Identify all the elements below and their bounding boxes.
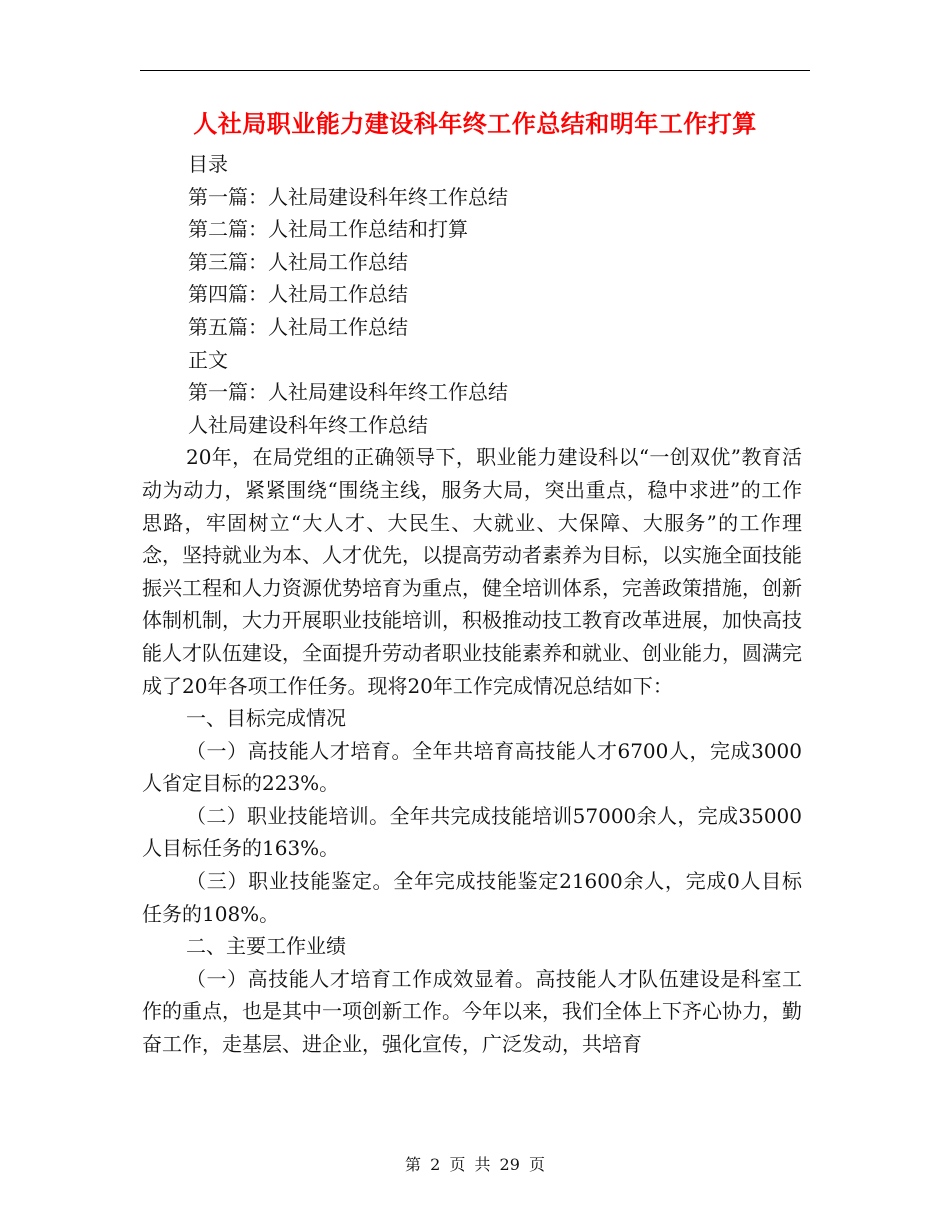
- paragraph-item: （一）高技能人才培育。全年共培育高技能人才6700人，完成3000人省定目标的223%。: [142, 738, 802, 796]
- toc-item: 第五篇：人社局工作总结: [188, 314, 408, 339]
- toc-item: 第二篇：人社局工作总结和打算: [188, 217, 468, 242]
- chapter-title: 第一篇：人社局建设科年终工作总结: [188, 380, 508, 405]
- paragraph-intro: 20年，在局党组的正确领导下，职业能力建设科以“一创双优”教育活动为动力，紧紧围绕“围绕主线，服务大局，突出重点，稳中求进”的工作思路，牢固树立“大人才、大民生、大就业、大保障、大服务”的工作理念，坚持就业为本、人才优先，以提高劳动者素养为目标，以实施全面技能振兴工程和人力资源优势培育为重点，健全培训体系，完善政策措施，创新体制机制，大力开展职业技能培训，积极推动技工教育改革进展，加快高技能人才队伍建设，全面提升劳动者职业技能素养和就业、创业能力，圆满完成了20年各项工作任务。现将20年工作完成情况总结如下：: [142, 445, 802, 698]
- paragraph-item: （二）职业技能培训。全年共完成技能培训57000余人，完成35000人目标任务的163%。: [142, 803, 802, 861]
- chapter-subtitle: 人社局建设科年终工作总结: [188, 412, 428, 437]
- toc-item: 第四篇：人社局工作总结: [188, 282, 408, 307]
- document-title: 人社局职业能力建设科年终工作总结和明年工作打算: [193, 110, 757, 138]
- paragraph-item: （一）高技能人才培育工作成效显着。高技能人才队伍建设是科室工作的重点，也是其中一项创新工作。今年以来，我们全体上下齐心协力，勤奋工作，走基层、进企业，强化宣传，广泛发动，共培育: [142, 966, 802, 1057]
- page-number: 第 2 页 共 29 页: [405, 1155, 545, 1174]
- toc-item: 第三篇：人社局工作总结: [188, 249, 408, 274]
- toc-item: 第一篇：人社局建设科年终工作总结: [188, 184, 508, 209]
- section-heading: 二、主要工作业绩: [186, 934, 346, 959]
- body-heading: 正文: [188, 347, 228, 372]
- section-heading: 一、目标完成情况: [186, 706, 346, 731]
- header-rule: [140, 70, 810, 71]
- toc-heading: 目录: [188, 152, 228, 176]
- document-body: [142, 148, 802, 1061]
- paragraph-item: （三）职业技能鉴定。全年完成技能鉴定21600余人，完成0人目标任务的108%。: [142, 869, 802, 926]
